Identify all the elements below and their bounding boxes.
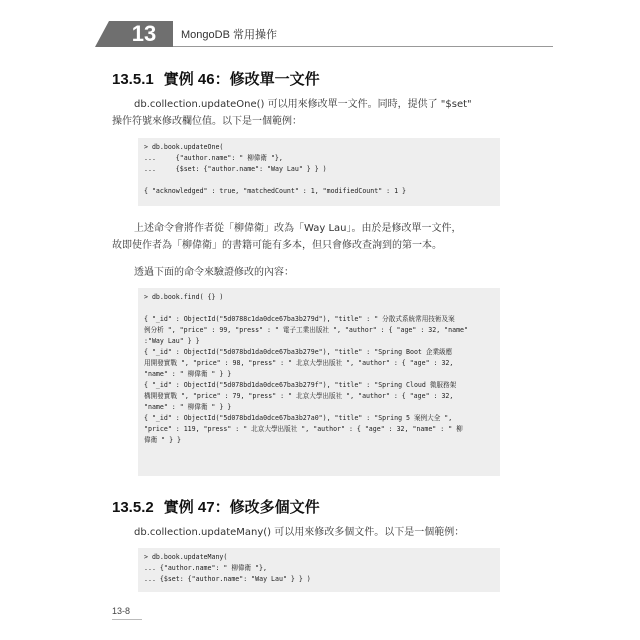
paragraph-line: db.collection.updateOne() 可以用來修改單一文件。同時，提供了 "$set" — [134, 99, 472, 110]
code-line: { "_id" : ObjectId("5d0788c1da0dce67ba3b279d"), "title" : " 分散式系統常用技術及案 — [144, 315, 455, 323]
code-line: :"Way Lau" } } — [144, 337, 200, 345]
code-line: "name" : " 柳偉衛 " } } — [144, 403, 232, 411]
code-line: { "_id" : ObjectId("5d078bd1da0dce67ba3b279f"), "title" : "Spring Cloud 微服務架 — [144, 381, 457, 389]
code-line: 用開發實戰 ", "price" : 98, "press" : " 北京大學出版社 ", "author" : { "age" : 32, — [144, 359, 454, 367]
code-line: 例分析 ", "price" : 99, "press" : " 電子工業出版社 ", "author" : { "age" : 32, "name" — [144, 326, 468, 334]
chapter-header — [95, 21, 555, 49]
code-line: > db.book.updateMany( — [144, 553, 228, 561]
section1-explanation — [112, 220, 512, 254]
code-line: { "_id" : ObjectId("5d078bd1da0dce67ba3b27a0"), "title" : "Spring 5 案例大全 ", — [144, 414, 453, 422]
code-line: { "acknowledged" : true, "matchedCount" : 1, "modifiedCount" : 1 } — [144, 187, 407, 195]
code-line: ... {"author.name": " 柳偉衛 "}, — [144, 154, 283, 162]
code-block-update-one — [138, 138, 500, 206]
section1-intro — [112, 96, 512, 130]
paragraph-line: 故即使作者為「柳偉衛」的書籍可能有多本，但只會修改查詢到的第一本。 — [112, 240, 442, 251]
page-number: 13-8 — [112, 606, 131, 616]
code-line: "price" : 119, "press" : " 北京大學出版社 ", "author" : { "age" : 32, "name" : " 柳 — [144, 425, 463, 433]
code-block-update-many — [138, 548, 500, 592]
section-heading-13-5-2 — [112, 496, 320, 517]
paragraph-line: 上述命令會將作者從「柳偉衛」改為「Way Lau」。由於是修改單一文件， — [134, 223, 462, 234]
footer-rule — [112, 619, 142, 620]
code-line: > db.book.updateOne( — [144, 143, 224, 151]
chapter-number: 13 — [131, 21, 157, 46]
section-number: 13.5.2 — [112, 499, 154, 516]
section-number: 13.5.1 — [112, 71, 154, 88]
paragraph-line: db.collection.updateMany() 可以用來修改多個文件。以下是一個範例： — [134, 527, 465, 538]
section-heading-13-5-1 — [112, 68, 320, 89]
code-line — [144, 303, 494, 314]
paragraph-line: 操作符號來修改欄位值。以下是一個範例： — [112, 116, 302, 127]
section-title-text: 實例 47：修改多個文件 — [163, 499, 320, 516]
code-line — [144, 175, 494, 186]
chapter-title: MongoDB 常用操作 — [181, 29, 277, 41]
header-rule — [173, 46, 553, 47]
paragraph-line: 透過下面的命令來驗證修改的內容： — [134, 267, 294, 278]
section1-verify-text — [112, 264, 512, 281]
code-block-find — [138, 288, 500, 476]
code-line: 構開發實戰 ", "price" : 79, "press" : " 北京大學出版社 ", "author" : { "age" : 32, — [144, 392, 454, 400]
code-line: { "_id" : ObjectId("5d078bd1da0dce67ba3b279e"), "title" : "Spring Boot 企業級應 — [144, 348, 453, 356]
code-line: "name" : " 柳偉衛 " } } — [144, 370, 232, 378]
section2-intro — [112, 524, 512, 541]
code-line: ... {$set: {"author.name": "Way Lau" } } ) — [144, 575, 311, 583]
section-title-text: 實例 46：修改單一文件 — [163, 71, 320, 88]
code-line: ... {$set: {"author.name": "Way Lau" } } ) — [144, 165, 327, 173]
code-line: > db.book.find( {} ) — [144, 293, 224, 301]
code-line: ... {"author.name": " 柳偉衛 "}, — [144, 564, 267, 572]
code-line: 偉衛 " } } — [144, 436, 182, 444]
